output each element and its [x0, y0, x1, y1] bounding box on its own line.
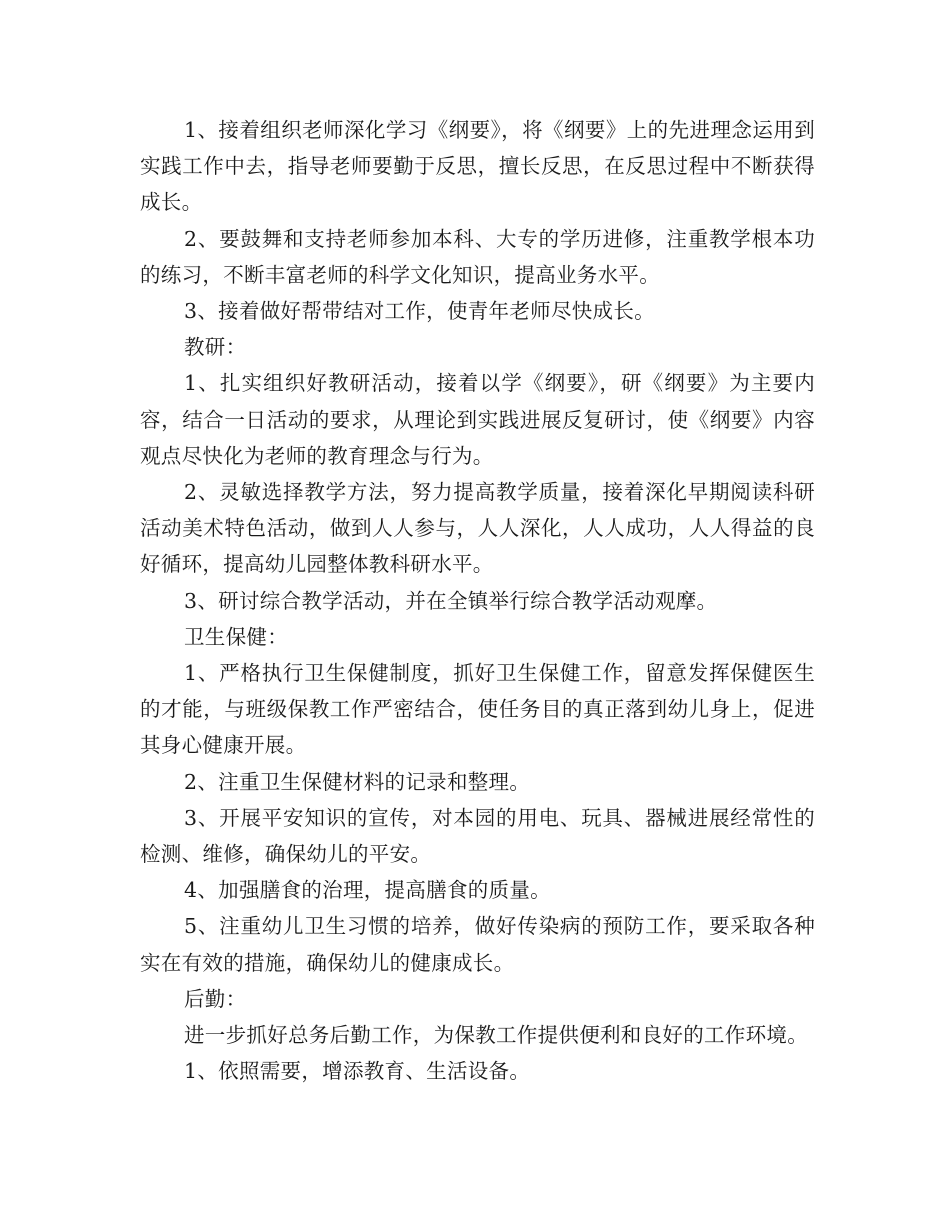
paragraph-health-records: 2、注重卫生保健材料的记录和整理。 — [184, 769, 531, 794]
paragraph-health-system: 1、严格执行卫生保健制度，抓好卫生保健工作，留意发挥保健医生的才能，与班级保教工作严密结合，使任务目的真正落到幼儿身上，促进其身心健康开展。 — [140, 661, 815, 758]
paragraph-teaching-methods: 2、灵敏选择教学方法，努力提高教学质量，接着深化早期阅读科研活动美术特色活动，做到人人参与，人人深化，人人成功，人人得益的良好循环，提高幼儿园整体教科研水平。 — [140, 480, 815, 577]
paragraph-integrated-teaching: 3、研讨综合教学活动，并在全镇举行综合教学活动观摩。 — [184, 588, 718, 613]
paragraph-meals: 4、加强膳食的治理，提高膳食的质量。 — [184, 878, 551, 903]
section-heading-logistics: 后勤： — [184, 986, 247, 1011]
paragraph-safety: 3、开展平安知识的宣传，对本园的用电、玩具、器械进展经常性的检测、维修，确保幼儿的平安。 — [140, 805, 815, 867]
paragraph-mentoring: 3、接着做好帮带结对工作，使青年老师尽快成长。 — [184, 299, 655, 324]
document-body — [140, 112, 815, 1089]
paragraph-logistics-intro: 进一步抓好总务后勤工作，为保教工作提供便利和良好的工作环境。 — [184, 1023, 808, 1048]
paragraph-teacher-education: 2、要鼓舞和支持老师参加本科、大专的学历进修，注重教学根本功的练习，不断丰富老师的科学文化知识，提高业务水平。 — [140, 226, 815, 287]
section-heading-research: 教研： — [184, 335, 247, 360]
paragraph-equipment: 1、依照需要，增添教育、生活设备。 — [184, 1059, 531, 1084]
section-heading-health: 卫生保健： — [184, 624, 288, 649]
paragraph-teacher-study: 1、接着组织老师深化学习《纲要》，将《纲要》上的先进理念运用到实践工作中去，指导老师要勤于反思，擅长反思，在反思过程中不断获得成长。 — [140, 118, 815, 215]
paragraph-research-activities: 1、扎实组织好教研活动，接着以学《纲要》，研《纲要》为主要内容，结合一日活动的要求，从理论到实践进展反复研讨，使《纲要》内容观点尽快化为老师的教育理念与行为。 — [140, 371, 815, 468]
paragraph-hygiene-habits: 5、注重幼儿卫生习惯的培养，做好传染病的预防工作，要采取各种实在有效的措施，确保幼儿的健康成长。 — [140, 914, 815, 975]
